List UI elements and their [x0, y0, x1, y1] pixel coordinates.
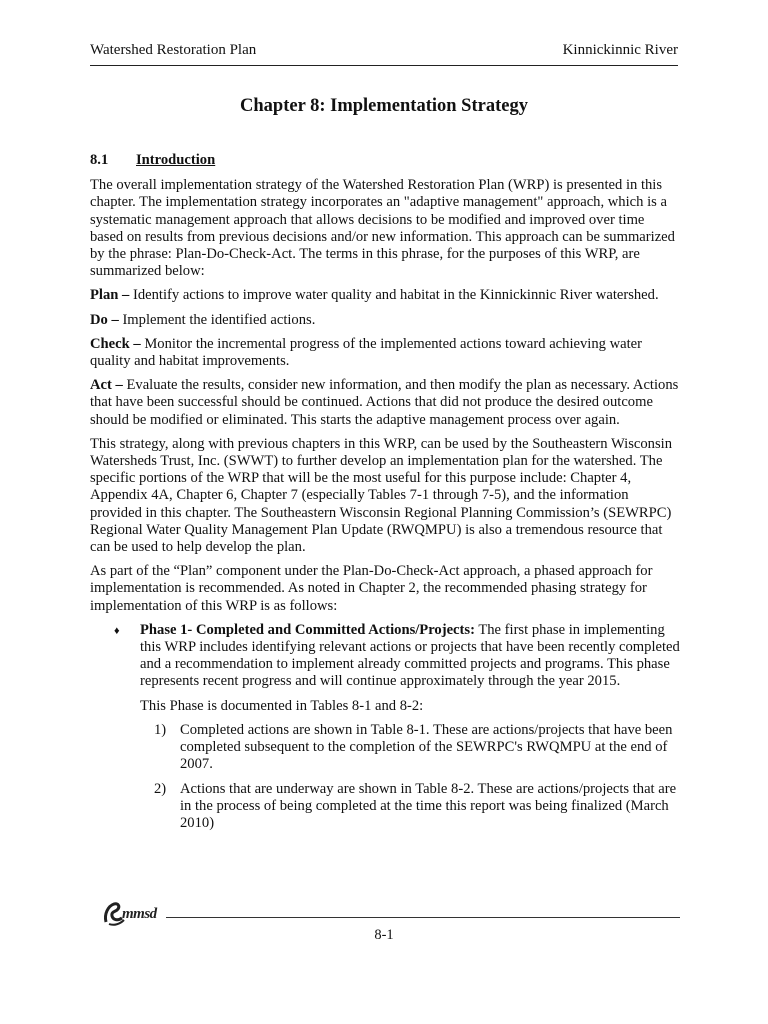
phased-paragraph: As part of the “Plan” component under the Plan-Do-Check-Act approach, a phased approach for implementation is recommended. As noted in Chapter 2, the recommended phasing strategy for implementation of this WRP is as follows:	[90, 563, 653, 614]
do-text: Implement the identified actions.	[118, 311, 316, 328]
chapter-title: Chapter 8: Implementation Strategy	[240, 96, 528, 116]
intro-paragraph: The overall implementation strategy of the Watershed Restoration Plan (WRP) is presented in this chapter. The implementation strategy incorporates an "adaptive management" approach, which is a systematic management approach that allows decisions to be modified and improved over time based on results from previous decisions and/or new information. This approach can be summarized by the phrase: Plan-Do-Check-Act. The terms in this phrase, for the purposes of this WRP, are summarized below:	[90, 177, 675, 280]
act-text: Evaluate the results, consider new information, and then modify the plan as necessary. Actions that have been successful should be continued. Actions that did not produce the desired outcome should be modified or eliminated. This starts the adaptive management process over again.	[90, 377, 679, 428]
section-title: Introduction	[136, 152, 216, 168]
mmsd-logo	[100, 896, 166, 930]
do-paragraph	[90, 312, 680, 329]
list-item-marker: 1)	[154, 721, 167, 738]
diamond-bullet-icon: ♦	[114, 624, 120, 637]
phase1-paragraph	[140, 622, 680, 691]
section-heading	[90, 152, 680, 169]
plan-term: Plan –	[90, 287, 130, 304]
list-item	[140, 781, 680, 833]
phase1-numbered-list	[140, 722, 680, 832]
plan-paragraph	[90, 287, 680, 304]
phase1-text: The first phase in implementing this WRP includes identifying relevant actions or projects that have been recently completed and a recommendation to implement already committed projects and programs. This phase represents recent progress and will continue approximately through the year 2015.	[140, 621, 680, 690]
act-term: Act –	[90, 377, 123, 394]
header-left-title: Watershed Restoration Plan	[90, 42, 257, 58]
strategy-paragraph: This strategy, along with previous chapters in this WRP, can be used by the Southeastern Wisconsin Watersheds Trust, Inc. (SWWT) to further develop an implementation plan for the watershed. The specific portions of the WRP that will be the most useful for this purpose include: Chapter 4, Appendix 4A, Chapter 6, Chapter 7 (especially Tables 7-1 through 7-5), and the information provided in this chapter. The Southeastern Wisconsin Regional Planning Commission’s (SEWRPC) Regional Water Quality Management Plan Update (RWQMPU) is also a tremendous resource that can be used to help develop the plan.	[90, 435, 672, 556]
logo-text: mmsd	[122, 906, 157, 922]
phase1-heading: Phase 1- Completed and Committed Actions/Projects:	[140, 621, 475, 638]
phase1-documented: This Phase is documented in Tables 8-1 and 8-2:	[140, 697, 424, 714]
page-number: 8-1	[374, 927, 394, 943]
body-text	[90, 152, 680, 839]
section-number: 8.1	[90, 152, 109, 168]
header-right-title: Kinnickinnic River	[562, 42, 678, 58]
check-term: Check –	[90, 335, 141, 352]
list-item	[140, 722, 680, 774]
phase1-bullet	[90, 622, 680, 839]
plan-text: Identify actions to improve water quality and habitat in the Kinnickinnic River watershed.	[129, 287, 659, 304]
list-item-marker: 2)	[154, 780, 167, 797]
act-paragraph	[90, 377, 680, 429]
phase1-content	[136, 622, 680, 839]
check-paragraph	[90, 336, 680, 370]
list-item-text: Actions that are underway are shown in Table 8-2. These are actions/projects that are in the process of being completed at the time this report was being finalized (March 2010)	[180, 780, 677, 831]
page-header	[90, 42, 678, 66]
list-item-text: Completed actions are shown in Table 8-1. These are actions/projects that have been completed subsequent to the completion of the SEWRPC's RWQMPU at the end of 2007.	[180, 721, 673, 773]
do-term: Do –	[90, 311, 119, 328]
footer-divider	[166, 917, 680, 918]
check-text: Monitor the incremental progress of the implemented actions toward achieving water quality and habitat improvements.	[90, 335, 642, 370]
